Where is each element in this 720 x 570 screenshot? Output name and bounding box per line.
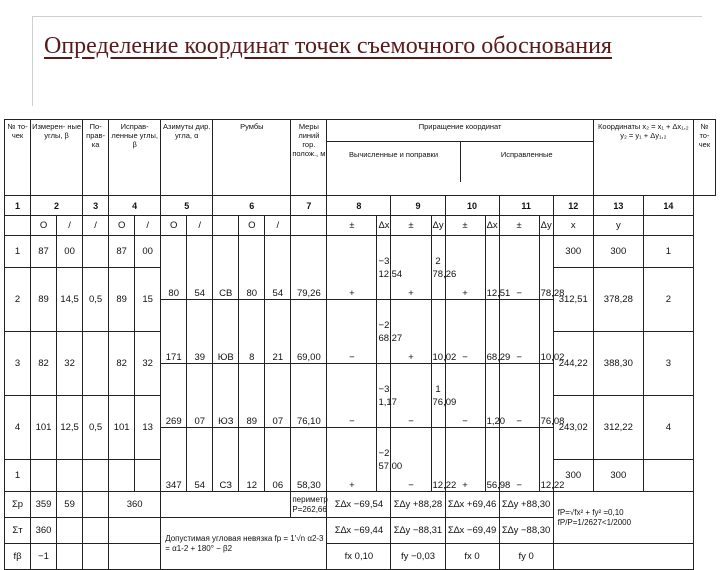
sum-dy-theoretical-corrected xyxy=(499,518,553,544)
corrected-dx: 1,20 xyxy=(485,364,499,428)
sum-dy-theoretical xyxy=(391,518,445,544)
sum-dy-computed xyxy=(391,492,445,518)
coord-x: 243,02 xyxy=(553,396,593,460)
corrected-dy: 10,02 xyxy=(539,300,553,364)
sum-dxct-label: Σ∆x xyxy=(447,525,465,536)
sum-dx-value: −69,54 xyxy=(353,499,384,510)
sum-dx-t-value: −69,44 xyxy=(353,525,384,536)
sum-dy-value: +88,28 xyxy=(412,499,443,510)
misclosure-fx-corrected xyxy=(445,544,499,570)
sign-dx-corrected: + xyxy=(445,428,485,492)
header-correction: По- прав- ка xyxy=(83,120,109,196)
correction xyxy=(83,236,109,268)
angular-misclosure-label: fβ xyxy=(5,544,31,570)
colnum-7: 7 xyxy=(291,196,327,216)
computed-dy: 12,22 xyxy=(431,428,445,492)
sum-dx-theoretical xyxy=(327,518,391,544)
sign-dy-corrected: − xyxy=(499,300,539,364)
measured-min: 32 xyxy=(57,332,83,396)
sum-dy-t-label: Σ∆y xyxy=(393,525,411,536)
sign-dx: − xyxy=(327,300,377,364)
unit-corr: / xyxy=(83,216,109,236)
corrected-deg: 89 xyxy=(109,268,135,332)
header-line-lengths: Меры линий гор. полож., м xyxy=(291,120,327,196)
fx2-value: 0 xyxy=(474,551,480,562)
fy2-value: 0 xyxy=(528,551,534,562)
correction-dx: −3 xyxy=(378,383,390,395)
sign-dy: − xyxy=(391,364,431,428)
unit-min2: / xyxy=(135,216,161,236)
rumb-min: 54 xyxy=(265,236,291,300)
rumb-name: ЮЗ xyxy=(213,364,239,428)
rumb-min: 07 xyxy=(265,364,291,428)
colnum-14: 14 xyxy=(643,196,693,216)
unit-min: / xyxy=(57,216,83,236)
sum-dx-theoretical-corrected xyxy=(445,518,499,544)
azimuth-min: 39 xyxy=(187,300,213,364)
sum-dy-corrected xyxy=(499,492,553,518)
point-number: 2 xyxy=(5,268,31,332)
header-point-no-right: № то- чек xyxy=(693,120,715,196)
computed-dx xyxy=(377,364,397,428)
fy2-label: fy xyxy=(518,551,526,562)
unit-pm-2: ± xyxy=(391,216,431,236)
coord-x: 244,22 xyxy=(553,332,593,396)
unit-dx-1: Δx xyxy=(377,216,391,236)
sum-dy-label: Σ∆y xyxy=(393,499,411,510)
computed-dx xyxy=(377,428,403,492)
computed-dx xyxy=(377,236,403,300)
sum-dxc-label: Σ∆x xyxy=(447,499,465,510)
azimuth-min: 07 xyxy=(187,364,213,428)
unit-deg: О xyxy=(31,216,57,236)
correction-dx: −2 xyxy=(378,319,390,331)
point-number: 3 xyxy=(5,332,31,396)
header-increments-group: Приращение координат xyxy=(327,120,592,142)
unit-dy-2: Δy xyxy=(539,216,553,236)
corrected-deg: 82 xyxy=(109,332,135,396)
sign-dy: + xyxy=(391,236,431,300)
measured-min: 00 xyxy=(57,236,83,268)
sign-dy: − xyxy=(391,428,431,492)
sum-theoretical-deg: 360 xyxy=(31,518,57,544)
point-number: 4 xyxy=(5,396,31,460)
measured-deg: 87 xyxy=(31,236,57,268)
corrected-deg: 101 xyxy=(109,396,135,460)
value-dy: 78,26 xyxy=(432,268,457,280)
measured-min: 14,5 xyxy=(57,268,83,332)
point-number-right: 4 xyxy=(643,396,693,460)
colnum-3: 3 xyxy=(83,196,109,216)
corrected-dy: 78,28 xyxy=(539,236,553,300)
sum-theoretical-label: Σт xyxy=(5,518,31,544)
correction-dy: 2 xyxy=(435,255,441,267)
point-number-right: 1 xyxy=(643,236,693,268)
sign-dx: + xyxy=(327,428,377,492)
corrected-deg: 87 xyxy=(109,236,135,268)
value-dx: 57,00 xyxy=(378,460,403,472)
corrected-dy: 76,08 xyxy=(539,364,553,428)
sum-blank xyxy=(83,518,109,544)
unit-pm-1: ± xyxy=(327,216,377,236)
colnum-13: 13 xyxy=(593,196,643,216)
slide-title: Определение координат точек съемочного обоснования xyxy=(44,33,612,59)
sum-blank xyxy=(57,518,83,544)
colnum-9: 9 xyxy=(391,196,445,216)
header-computed: Вычисленные и поправки xyxy=(327,142,460,182)
rumb-deg: 8 xyxy=(239,300,265,364)
coord-y: 312,22 xyxy=(593,396,643,460)
unit-y: y xyxy=(593,216,643,236)
point-number-right: 3 xyxy=(643,332,693,396)
colnum-6: 6 xyxy=(213,196,291,216)
colnum-4: 4 xyxy=(109,196,161,216)
sign-dy-corrected: − xyxy=(499,364,539,428)
computed-dx xyxy=(377,300,403,364)
sum-blank xyxy=(83,544,109,570)
sum-dyct-label: Σ∆y xyxy=(501,525,519,536)
correction xyxy=(83,460,109,492)
coord-x: 312,51 xyxy=(553,268,593,332)
correction xyxy=(83,332,109,396)
computed-dy xyxy=(431,364,457,428)
sum-dxc-value: +69,46 xyxy=(466,499,497,510)
colnum-10: 10 xyxy=(445,196,499,216)
point-number-right: 2 xyxy=(643,268,693,332)
sum-practical-min: 59 xyxy=(57,492,83,518)
sign-dx: + xyxy=(327,236,377,300)
measured-deg: 101 xyxy=(31,396,57,460)
header-corrected-angles: Исправ- ленные углы, β xyxy=(109,120,161,196)
rumb-deg: 89 xyxy=(239,364,265,428)
sum-dx-corrected xyxy=(445,492,499,518)
fx-value: 0,10 xyxy=(354,551,374,562)
perimeter: периметр Р=262,66 xyxy=(291,492,327,518)
azimuth-deg: 347 xyxy=(161,428,187,492)
coord-y: 300 xyxy=(593,460,643,492)
corrected-min: 15 xyxy=(135,268,161,332)
header-rumbs: Румбы xyxy=(213,120,291,196)
corrected-dy: 12,22 xyxy=(539,428,553,492)
sum-blank xyxy=(109,518,161,544)
header-coordinates: Координаты x₂ = x₁ + Δx₁,₂ y₂ = y₁ + Δy₁,₂ xyxy=(593,120,693,196)
correction-dx: −2 xyxy=(378,447,390,459)
unit-deg2: О xyxy=(109,216,135,236)
coord-y: 388,30 xyxy=(593,332,643,396)
measured-deg xyxy=(31,460,57,492)
misclosure-fx xyxy=(327,544,391,570)
correction-dy: 1 xyxy=(435,383,441,395)
rumb-name: СЗ xyxy=(213,428,239,492)
value-dx: 1,17 xyxy=(378,396,397,408)
line-length: 79,26 xyxy=(291,236,327,300)
linear-misclosure-formula: fP=√fx² + fy² =0,10 fP/P=1/2627<1/2000 xyxy=(553,492,693,544)
unit-rumb-name xyxy=(213,216,239,236)
header-measured-angles: Измерен- ные углы, β xyxy=(31,120,83,196)
colnum-12: 12 xyxy=(553,196,593,216)
sum-practical-label: Σр xyxy=(5,492,31,518)
fy-label: fy xyxy=(400,551,409,562)
sum-blank-wide xyxy=(161,492,291,518)
sum-blank xyxy=(83,492,109,518)
azimuth-min: 54 xyxy=(187,428,213,492)
corrected-dx: 68,29 xyxy=(485,300,499,364)
measured-min: 12,5 xyxy=(57,396,83,460)
sign-dy: + xyxy=(391,300,431,364)
unit-x: x xyxy=(553,216,593,236)
sum-dyc-value: +88,30 xyxy=(520,499,551,510)
sum-dyc-label: Σ∆y xyxy=(501,499,519,510)
computed-dy: 10,02 xyxy=(431,300,445,364)
colnum-8: 8 xyxy=(327,196,391,216)
header-azimuths: Азимуты дир. угла, α xyxy=(161,120,213,196)
azimuth-deg: 171 xyxy=(161,300,187,364)
colnum-5: 5 xyxy=(161,196,213,216)
corrected-min: 13 xyxy=(135,396,161,460)
value-dx: 12,54 xyxy=(378,268,403,280)
line-length: 58,30 xyxy=(291,428,327,492)
unit-blank xyxy=(5,216,31,236)
corrected-dx: 12,51 xyxy=(485,236,499,300)
corrected-min: 32 xyxy=(135,332,161,396)
sum-practical-deg: 359 xyxy=(31,492,57,518)
slide-frame-top xyxy=(32,16,702,17)
unit-blank-right xyxy=(643,216,693,236)
sum-dx-label: Σ∆x xyxy=(334,499,352,510)
unit-az-min: / xyxy=(187,216,213,236)
sign-dx-corrected: − xyxy=(445,300,485,364)
sum-blank xyxy=(57,544,83,570)
misclosure-fy xyxy=(391,544,445,570)
sign-dy-corrected: − xyxy=(499,236,539,300)
line-length: 69,00 xyxy=(291,300,327,364)
misclosure-fy-corrected xyxy=(499,544,553,570)
colnum-2: 2 xyxy=(31,196,83,216)
sign-dx-corrected: + xyxy=(445,236,485,300)
unit-az-deg: О xyxy=(161,216,187,236)
sum-dyct-value: −88,30 xyxy=(520,525,551,536)
sum-blank xyxy=(553,544,693,570)
sum-dx-computed xyxy=(327,492,391,518)
azimuth-deg: 269 xyxy=(161,364,187,428)
header-corrected: Исправленные xyxy=(500,150,553,159)
value-dy: 76,09 xyxy=(432,396,457,408)
angular-misclosure-value: −1 xyxy=(31,544,57,570)
correction-dx: −3 xyxy=(378,255,390,267)
unit-r-min: / xyxy=(265,216,291,236)
correction: 0,5 xyxy=(83,396,109,460)
slide-frame-left xyxy=(32,16,33,106)
computed-dy xyxy=(431,236,457,300)
point-number-right xyxy=(643,460,693,492)
unit-r-deg: О xyxy=(239,216,265,236)
fx2-label: fx xyxy=(464,551,472,562)
sum-dy-t-value: −88,31 xyxy=(412,525,443,536)
rumb-deg: 80 xyxy=(239,236,265,300)
coord-x: 300 xyxy=(553,460,593,492)
sign-dx: − xyxy=(327,364,377,428)
coord-y: 378,28 xyxy=(593,268,643,332)
azimuth-min: 54 xyxy=(187,236,213,300)
fx-label: fx xyxy=(344,551,353,562)
rumb-deg: 12 xyxy=(239,428,265,492)
point-number: 1 xyxy=(5,460,31,492)
colnum-1: 1 xyxy=(5,196,31,216)
unit-pm-4: ± xyxy=(499,216,539,236)
corrected-min: 00 xyxy=(135,236,161,268)
sum-blank xyxy=(109,544,161,570)
value-dx: 68,27 xyxy=(378,332,403,344)
sign-dx-corrected: − xyxy=(445,364,485,428)
point-number: 1 xyxy=(5,236,31,268)
correction: 0,5 xyxy=(83,268,109,332)
rumb-min: 06 xyxy=(265,428,291,492)
rumb-name: ЮВ xyxy=(213,300,239,364)
allowed-misclosure-note: Допустимая угловая невязка fр = 1′√n α2-3 = α1-2 + 180° − β2 xyxy=(161,518,327,570)
measured-min xyxy=(57,460,83,492)
colnum-11: 11 xyxy=(499,196,553,216)
rumb-name: СВ xyxy=(213,236,239,300)
azimuth-deg: 80 xyxy=(161,236,187,300)
unit-pm-3: ± xyxy=(445,216,485,236)
rumb-min: 21 xyxy=(265,300,291,364)
header-increments xyxy=(327,120,593,196)
measured-deg: 89 xyxy=(31,268,57,332)
coord-x: 300 xyxy=(553,236,593,268)
unit-dy-1: Δy xyxy=(431,216,445,236)
fy-value: −0,03 xyxy=(410,551,436,562)
survey-table xyxy=(4,119,716,570)
unit-length xyxy=(291,216,327,236)
measured-deg: 82 xyxy=(31,332,57,396)
coord-y: 300 xyxy=(593,236,643,268)
header-point-no: № то- чек xyxy=(5,120,31,196)
sum-dxct-value: −69,49 xyxy=(466,525,497,536)
line-length: 76,10 xyxy=(291,364,327,428)
sum-dx-t-label: Σ∆x xyxy=(334,525,352,536)
corrected-dx: 56,98 xyxy=(485,428,499,492)
corrected-deg xyxy=(109,460,135,492)
corrected-min xyxy=(135,460,161,492)
sign-dy-corrected: − xyxy=(499,428,539,492)
unit-dx-2: Δx xyxy=(485,216,499,236)
sum-corrected: 360 xyxy=(109,492,161,518)
